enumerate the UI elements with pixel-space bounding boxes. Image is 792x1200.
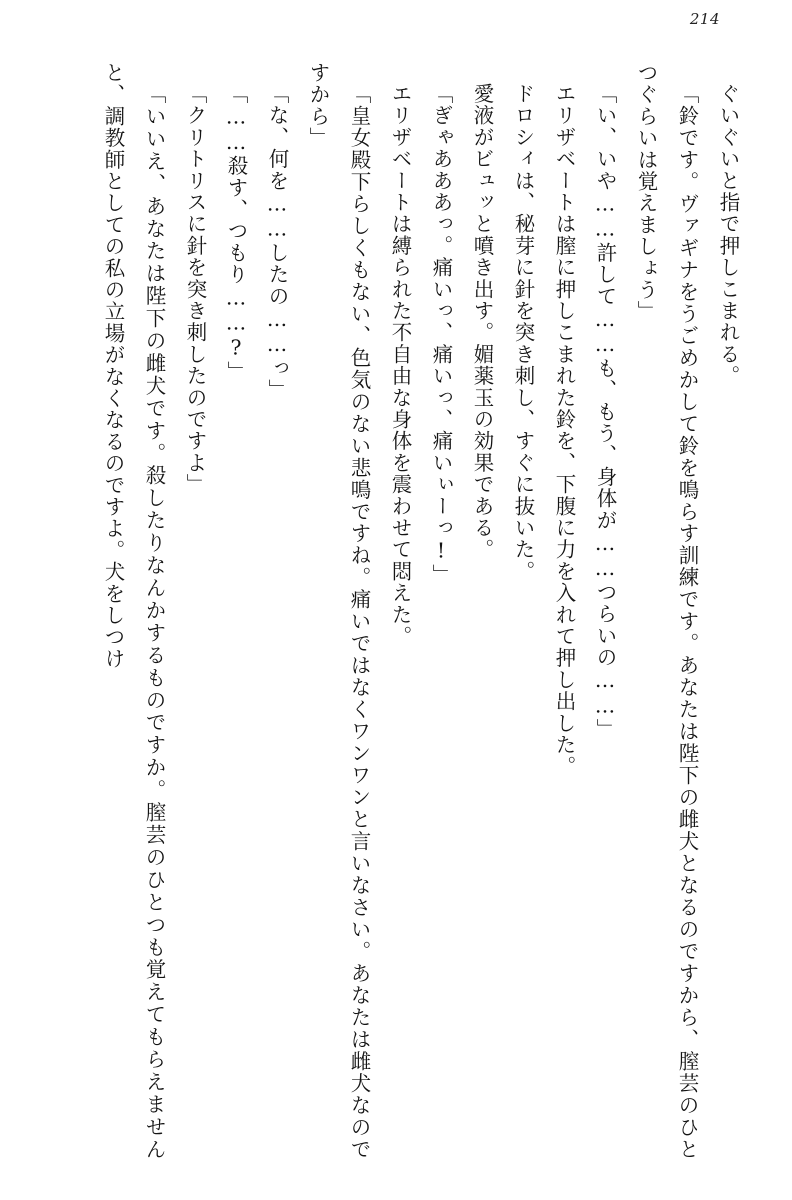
body-paragraph: 「いいえ、あなたは陛下の雌犬です。殺したりなんかするものですか。膣芸のひとつも覚えてもらえませんと、調教師としての私の立場がなくなるのですよ。犬をしつけ [101, 62, 166, 1160]
body-paragraph: 「皇女殿下らしくもない、色気のない悲鳴ですね。痛いではなくワンワンと言いなさい。あなたは雌犬なのですから」 [306, 62, 371, 1160]
body-paragraph: エリザベートは膣に押しこまれた鈴を、下腹に力を入れて押し出した。 [552, 83, 576, 778]
body-paragraph: ぐいぐいと指で押しこまれる。 [716, 83, 740, 387]
body-paragraph: 「鈴です。ヴァギナをうごめかして鈴を鳴らす訓練です。あなたは陛下の雌犬となるのですから、膣芸のひとつぐらいは覚えましょう」 [634, 62, 699, 1160]
body-paragraph: ドロシィは、秘芽に針を突き刺し、すぐに抜いた。 [511, 83, 535, 583]
body-paragraph: 「……殺す、つもり……?」 [224, 83, 248, 383]
page-body-text [40, 62, 748, 1160]
page-number: 214 [689, 10, 720, 28]
body-paragraph: 「ぎゃあああっ。痛いっ、痛いっ、痛いぃーっ!」 [429, 83, 453, 586]
body-paragraph: 愛液がビュッと噴き出す。媚薬玉の効果である。 [470, 83, 494, 561]
body-paragraph: 「い、いや……許して……も、もう、身体が……つらいの……」 [593, 83, 617, 741]
body-paragraph: 「クリトリスに針を突き刺したのですよ」 [183, 83, 207, 496]
body-paragraph: エリザベートは縛られた不自由な身体を震わせて悶えた。 [388, 83, 412, 648]
body-paragraph: 「な、何を……したの……っ」 [265, 83, 289, 401]
